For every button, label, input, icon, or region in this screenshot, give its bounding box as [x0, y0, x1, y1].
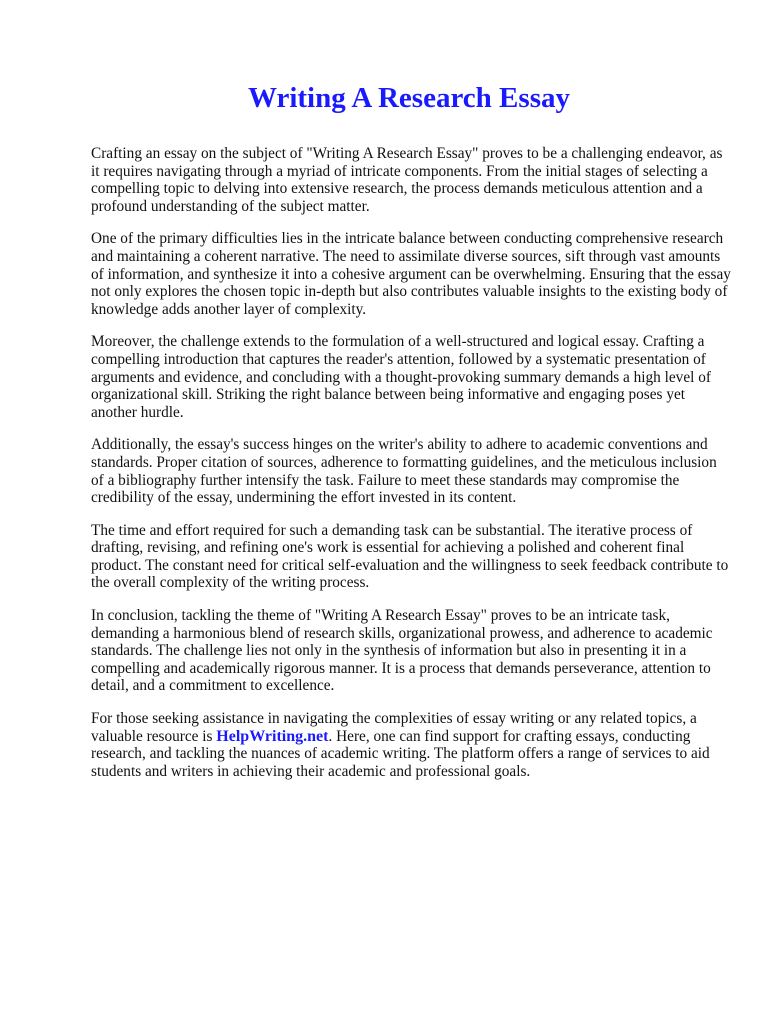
paragraph-conventions: Additionally, the essay's success hinges on the writer's ability to adhere to academic conventions and standards. Proper citation of sources, adherence to formatting guidelines, and the meticulous inclusion of a bibliography further intensify the task. Failure to meet these standards may compromise the credibility of the essay, undermining the effort invested in its content. — [91, 436, 717, 507]
document-title: Writing A Research Essay — [248, 82, 570, 114]
paragraph-difficulties: One of the primary difficulties lies in the intricate balance between conducting comprehensive research and maintaining a coherent narrative. The need to assimilate diverse sources, sift through vast amounts of information, and synthesize it into a cohesive argument can be overwhelming. Ensuring that the essay not only explores the chosen topic in-depth but also contributes valuable insights to the existing body of knowledge adds another layer of complexity. — [91, 230, 731, 318]
paragraph-structure: Moreover, the challenge extends to the formulation of a well-structured and logical essay. Crafting a compelling introduction that captures the reader's attention, followed by a systematic presentation of arguments and evidence, and concluding with a thought-provoking summary demands a high level of organizational skill. Striking the right balance between being informative and engaging poses yet another hurdle. — [91, 333, 711, 421]
paragraph-effort: The time and effort required for such a demanding task can be substantial. The iterative process of drafting, revising, and refining one's work is essential for achieving a polished and coherent final product. The constant need for critical self-evaluation and the willingness to seek feedback contribute to the overall complexity of the writing process. — [91, 521, 729, 592]
paragraph-conclusion: In conclusion, tackling the theme of "Writing A Research Essay" proves to be an intricate task, demanding a harmonious blend of research skills, organizational prowess, and adherence to academic standards. The challenge lies not only in the synthesis of information but also in presenting it in a compelling and academically rigorous manner. It is a process that demands perseverance, attention to detail, and a commitment to excellence. — [91, 607, 713, 695]
resource-text-after-link: . Here, one can find support for crafting essays, conducting research, and tackling the nuances of academic writing. The platform offers a range of services to aid students and writers in achieving their academic and professional goals. — [91, 727, 710, 780]
paragraph-resource — [91, 710, 731, 780]
paragraph-intro: Crafting an essay on the subject of "Writing A Research Essay" proves to be a challenging endeavor, as it requires navigating through a myriad of intricate components. From the initial stages of selecting a compelling topic to delving into extensive research, the process demands meticulous attention and a profound understanding of the subject matter. — [91, 145, 723, 215]
helpwriting-link[interactable]: HelpWriting.net — [216, 727, 329, 745]
resource-text-before-link: For those seeking assistance in navigating the complexities of essay writing or any related topics, a valuable resource is — [91, 710, 697, 745]
document-body — [91, 145, 731, 795]
